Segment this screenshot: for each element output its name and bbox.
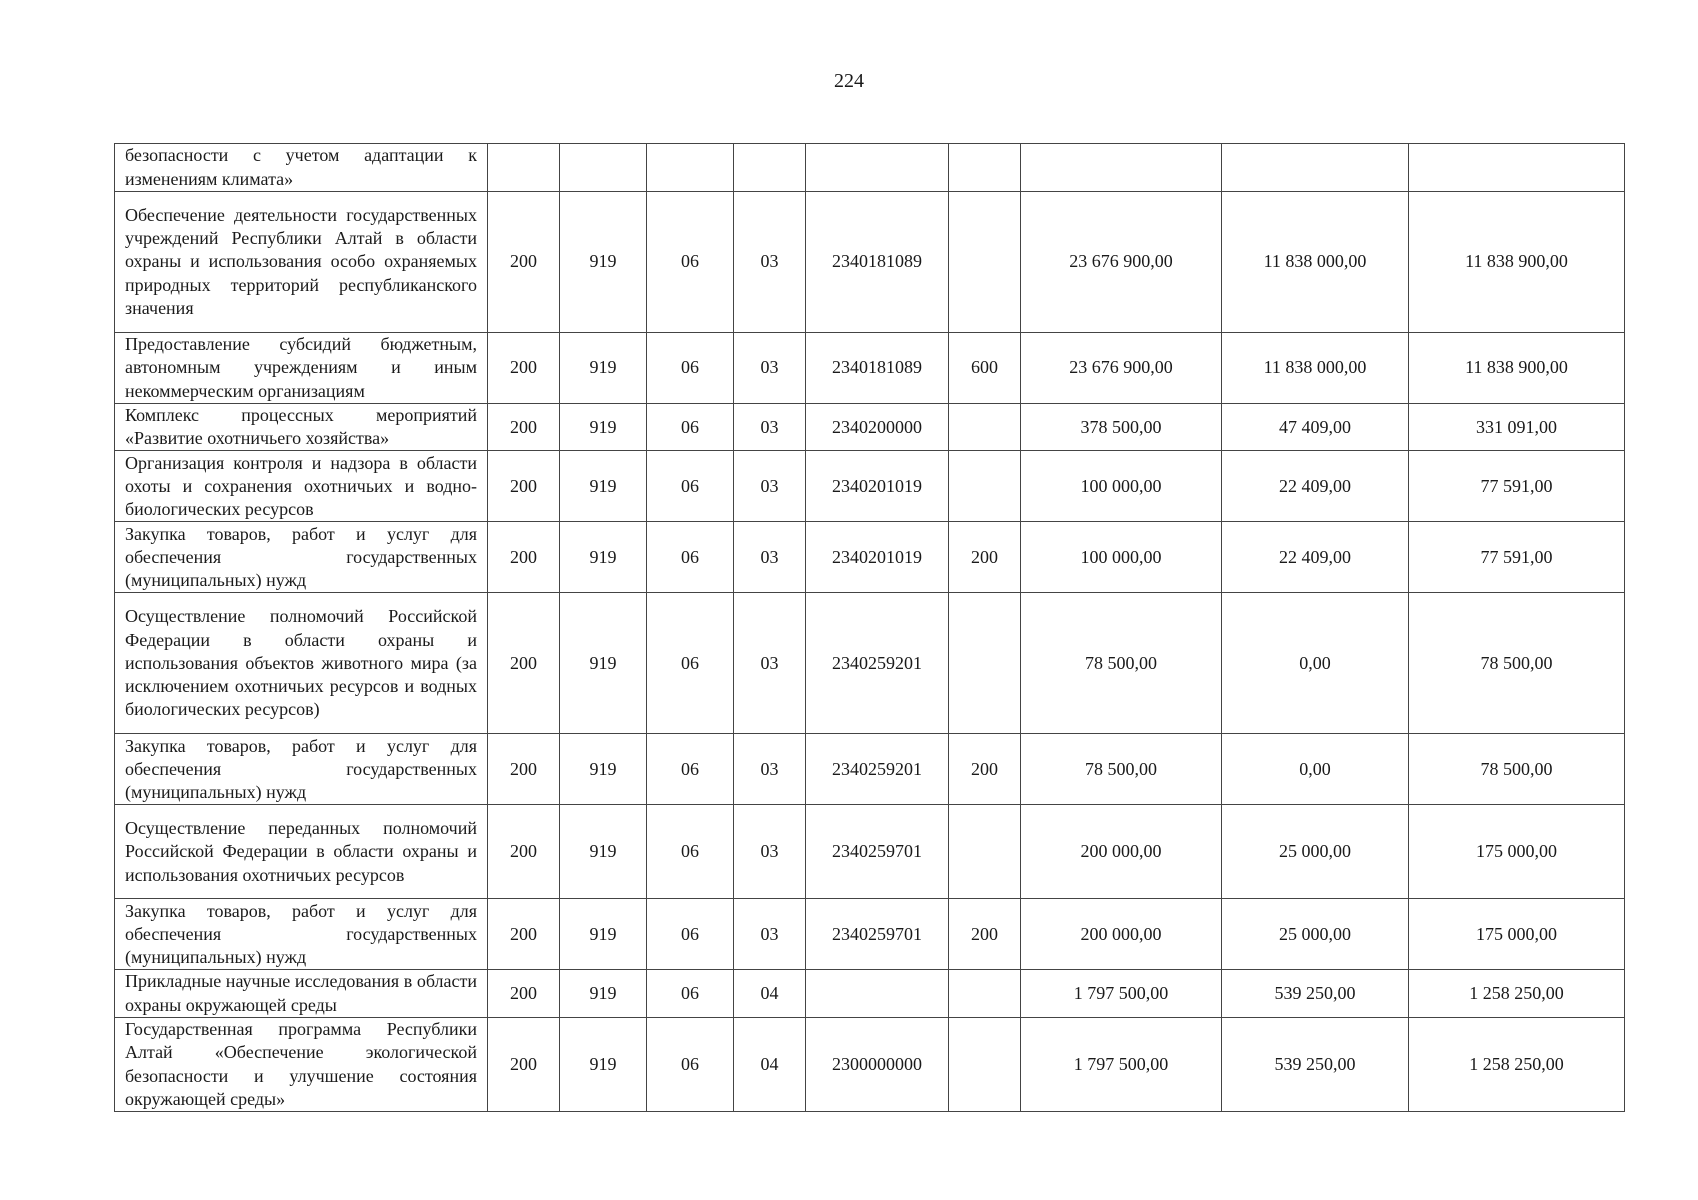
amount-total-cell: 200 000,00 <box>1021 899 1222 970</box>
amount-total-cell: 100 000,00 <box>1021 451 1222 522</box>
table-row <box>115 192 1625 333</box>
section-cell: 06 <box>647 899 734 970</box>
ministry-code-cell: 919 <box>560 403 647 451</box>
ministry-code-cell: 919 <box>560 734 647 805</box>
row-name-cell: Осуществление переданных полномочий Российской Федерации в области охраны и использования охотничьих ресурсов <box>115 805 488 899</box>
amount-part2-cell: 175 000,00 <box>1409 805 1625 899</box>
table-row <box>115 593 1625 734</box>
amount-part2-cell: 331 091,00 <box>1409 403 1625 451</box>
amount-part2-cell: 77 591,00 <box>1409 451 1625 522</box>
section-cell: 06 <box>647 970 734 1018</box>
ministry-code-cell: 919 <box>560 593 647 734</box>
row-name-cell: Закупка товаров, работ и услуг для обеспечения государственных (муниципальных) нужд <box>115 899 488 970</box>
amount-part2-cell: 78 500,00 <box>1409 734 1625 805</box>
amount-part1-cell: 0,00 <box>1222 734 1409 805</box>
amount-part1-cell: 0,00 <box>1222 593 1409 734</box>
table-row <box>115 734 1625 805</box>
ministry-code-cell: 919 <box>560 522 647 593</box>
code-cell: 200 <box>488 1018 560 1112</box>
target-item-cell <box>806 144 949 192</box>
code-cell: 200 <box>488 522 560 593</box>
table-body <box>115 144 1625 1112</box>
amount-part1-cell <box>1222 144 1409 192</box>
table-row <box>115 522 1625 593</box>
row-name-cell: Комплекс процессных мероприятий «Развитие охотничьего хозяйства» <box>115 403 488 451</box>
row-name-cell: Государственная программа Республики Алтай «Обеспечение экологической безопасности и улучшение состояния окружающей среды» <box>115 1018 488 1112</box>
target-item-cell: 2340259701 <box>806 805 949 899</box>
expense-type-cell <box>949 1018 1021 1112</box>
section-cell: 06 <box>647 333 734 404</box>
subsection-cell: 03 <box>734 451 806 522</box>
expense-type-cell <box>949 593 1021 734</box>
subsection-cell: 03 <box>734 403 806 451</box>
subsection-cell: 03 <box>734 593 806 734</box>
table-row <box>115 144 1625 192</box>
target-item-cell: 2340259701 <box>806 899 949 970</box>
section-cell <box>647 144 734 192</box>
target-item-cell: 2340259201 <box>806 593 949 734</box>
row-name-cell: Закупка товаров, работ и услуг для обеспечения государственных (муниципальных) нужд <box>115 522 488 593</box>
table-row <box>115 333 1625 404</box>
ministry-code-cell: 919 <box>560 192 647 333</box>
code-cell: 200 <box>488 899 560 970</box>
ministry-code-cell: 919 <box>560 970 647 1018</box>
amount-part1-cell: 539 250,00 <box>1222 970 1409 1018</box>
amount-total-cell: 1 797 500,00 <box>1021 1018 1222 1112</box>
subsection-cell: 03 <box>734 899 806 970</box>
row-name-cell: Предоставление субсидий бюджетным, автономным учреждениям и иным некоммерческим организациям <box>115 333 488 404</box>
row-name-cell: Осуществление полномочий Российской Федерации в области охраны и использования объектов животного мира (за исключением охотничьих ресурсов и водных биологических ресурсов) <box>115 593 488 734</box>
ministry-code-cell: 919 <box>560 1018 647 1112</box>
amount-part1-cell: 22 409,00 <box>1222 451 1409 522</box>
subsection-cell: 03 <box>734 333 806 404</box>
expense-type-cell <box>949 970 1021 1018</box>
amount-part2-cell: 1 258 250,00 <box>1409 1018 1625 1112</box>
code-cell: 200 <box>488 451 560 522</box>
amount-part1-cell: 25 000,00 <box>1222 805 1409 899</box>
amount-total-cell: 23 676 900,00 <box>1021 192 1222 333</box>
amount-total-cell: 23 676 900,00 <box>1021 333 1222 404</box>
expense-type-cell <box>949 451 1021 522</box>
section-cell: 06 <box>647 522 734 593</box>
table-row <box>115 805 1625 899</box>
row-name-cell: Обеспечение деятельности государственных учреждений Республики Алтай в области охраны и использования особо охраняемых природных территорий республиканского значения <box>115 192 488 333</box>
subsection-cell: 03 <box>734 805 806 899</box>
ministry-code-cell: 919 <box>560 333 647 404</box>
amount-total-cell: 200 000,00 <box>1021 805 1222 899</box>
amount-total-cell: 78 500,00 <box>1021 593 1222 734</box>
subsection-cell: 03 <box>734 522 806 593</box>
subsection-cell: 04 <box>734 1018 806 1112</box>
target-item-cell: 2340259201 <box>806 734 949 805</box>
ministry-code-cell <box>560 144 647 192</box>
page-number: 224 <box>834 70 864 92</box>
section-cell: 06 <box>647 734 734 805</box>
code-cell: 200 <box>488 593 560 734</box>
amount-part1-cell: 11 838 000,00 <box>1222 192 1409 333</box>
amount-total-cell <box>1021 144 1222 192</box>
row-name-cell: Закупка товаров, работ и услуг для обеспечения государственных (муниципальных) нужд <box>115 734 488 805</box>
subsection-cell <box>734 144 806 192</box>
amount-part2-cell: 1 258 250,00 <box>1409 970 1625 1018</box>
amount-part2-cell: 11 838 900,00 <box>1409 192 1625 333</box>
ministry-code-cell: 919 <box>560 805 647 899</box>
amount-part1-cell: 47 409,00 <box>1222 403 1409 451</box>
target-item-cell: 2340181089 <box>806 192 949 333</box>
ministry-code-cell: 919 <box>560 451 647 522</box>
target-item-cell: 2340201019 <box>806 451 949 522</box>
code-cell: 200 <box>488 734 560 805</box>
expense-type-cell: 200 <box>949 734 1021 805</box>
amount-part2-cell: 175 000,00 <box>1409 899 1625 970</box>
code-cell <box>488 144 560 192</box>
amount-total-cell: 100 000,00 <box>1021 522 1222 593</box>
code-cell: 200 <box>488 403 560 451</box>
amount-part2-cell: 77 591,00 <box>1409 522 1625 593</box>
amount-part2-cell <box>1409 144 1625 192</box>
budget-table <box>114 143 1625 1112</box>
table-row <box>115 970 1625 1018</box>
section-cell: 06 <box>647 805 734 899</box>
section-cell: 06 <box>647 403 734 451</box>
amount-part2-cell: 78 500,00 <box>1409 593 1625 734</box>
amount-total-cell: 78 500,00 <box>1021 734 1222 805</box>
subsection-cell: 03 <box>734 734 806 805</box>
section-cell: 06 <box>647 593 734 734</box>
expense-type-cell <box>949 403 1021 451</box>
section-cell: 06 <box>647 451 734 522</box>
ministry-code-cell: 919 <box>560 899 647 970</box>
table-row <box>115 899 1625 970</box>
amount-total-cell: 1 797 500,00 <box>1021 970 1222 1018</box>
table-row <box>115 451 1625 522</box>
code-cell: 200 <box>488 805 560 899</box>
code-cell: 200 <box>488 192 560 333</box>
amount-total-cell: 378 500,00 <box>1021 403 1222 451</box>
amount-part1-cell: 22 409,00 <box>1222 522 1409 593</box>
row-name-cell: Прикладные научные исследования в области охраны окружающей среды <box>115 970 488 1018</box>
table-row <box>115 403 1625 451</box>
row-name-cell: Организация контроля и надзора в области охоты и сохранения охотничьих и водно-биологических ресурсов <box>115 451 488 522</box>
row-name-cell: безопасности с учетом адаптации к изменениям климата» <box>115 144 488 192</box>
amount-part1-cell: 25 000,00 <box>1222 899 1409 970</box>
section-cell: 06 <box>647 1018 734 1112</box>
table-row <box>115 1018 1625 1112</box>
target-item-cell: 2300000000 <box>806 1018 949 1112</box>
code-cell: 200 <box>488 970 560 1018</box>
subsection-cell: 03 <box>734 192 806 333</box>
target-item-cell: 2340181089 <box>806 333 949 404</box>
code-cell: 200 <box>488 333 560 404</box>
section-cell: 06 <box>647 192 734 333</box>
expense-type-cell: 600 <box>949 333 1021 404</box>
amount-part1-cell: 539 250,00 <box>1222 1018 1409 1112</box>
amount-part2-cell: 11 838 900,00 <box>1409 333 1625 404</box>
expense-type-cell <box>949 192 1021 333</box>
expense-type-cell <box>949 805 1021 899</box>
expense-type-cell <box>949 144 1021 192</box>
target-item-cell <box>806 970 949 1018</box>
target-item-cell: 2340200000 <box>806 403 949 451</box>
target-item-cell: 2340201019 <box>806 522 949 593</box>
amount-part1-cell: 11 838 000,00 <box>1222 333 1409 404</box>
expense-type-cell: 200 <box>949 899 1021 970</box>
expense-type-cell: 200 <box>949 522 1021 593</box>
subsection-cell: 04 <box>734 970 806 1018</box>
